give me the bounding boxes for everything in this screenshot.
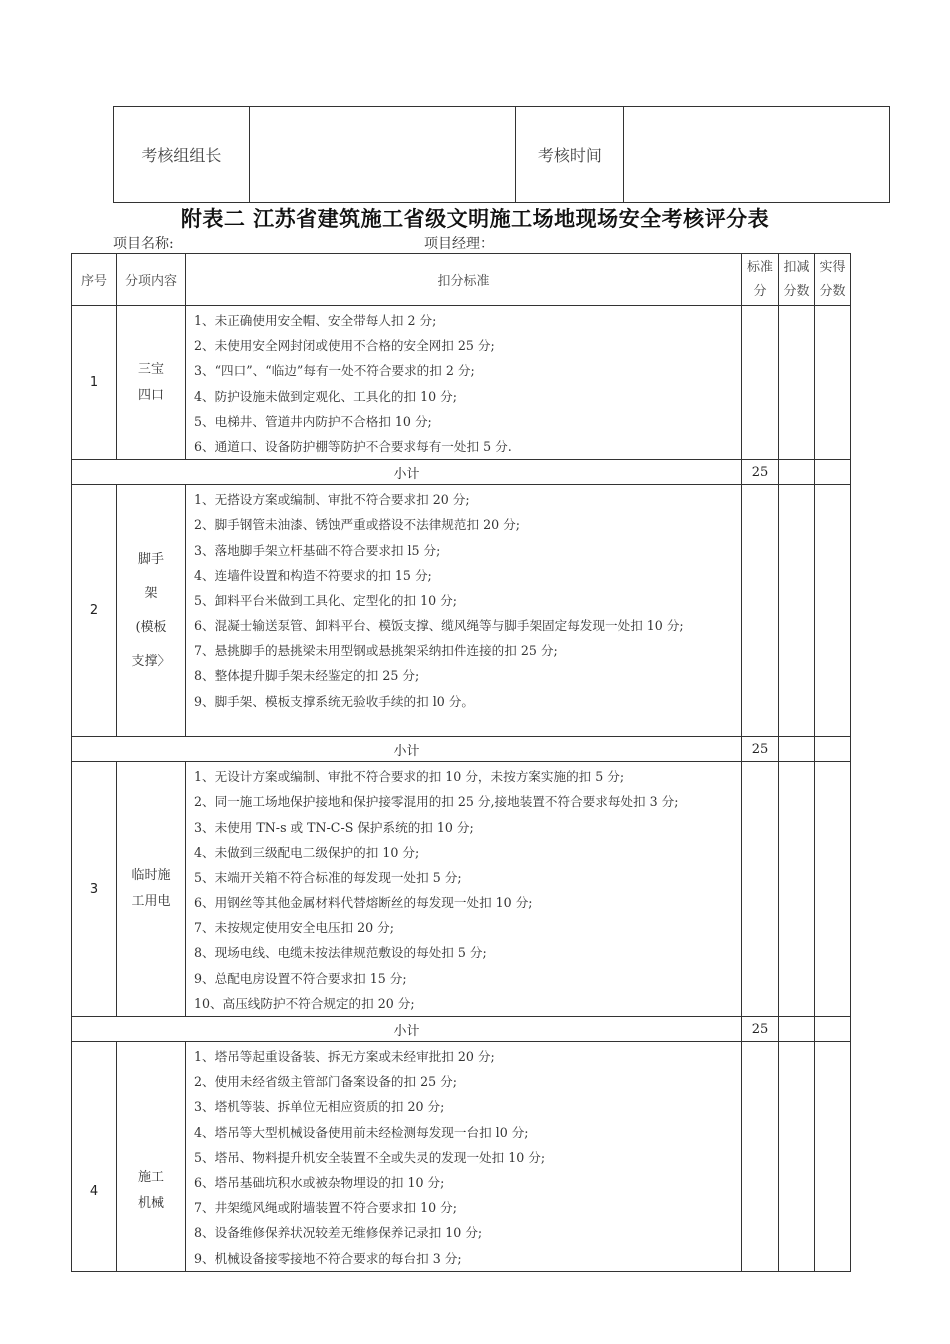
category-line: 工用电 [131, 894, 171, 910]
header-standard [742, 254, 779, 306]
time-label: 考核时间 [516, 107, 624, 203]
standard-score-cell [742, 306, 779, 460]
criteria-list [186, 1042, 742, 1272]
subtotal-score: 25 [742, 460, 779, 485]
section-row-1 [72, 306, 851, 460]
criteria-item: 9、脚手架、模板支撑系统无验收手续的扣 l0 分。 [194, 693, 474, 709]
criteria-item: 5、卸料平台米做到工具化、定型化的扣 10 分; [194, 592, 457, 608]
criteria-item: 6、塔吊基础坑积水或被杂物埋设的扣 10 分; [194, 1174, 445, 1190]
criteria-item: 1、塔吊等起重设备装、拆无方案或未经审批扣 20 分; [194, 1049, 495, 1064]
category-line: 三宝 [137, 361, 164, 377]
standard-score-cell [742, 762, 779, 1017]
category-line: 架 [144, 585, 158, 601]
header-standard-line1: 标准 [746, 259, 773, 275]
section-number: 3 [72, 762, 117, 1017]
header-row [72, 254, 851, 306]
header-actual-line2: 分数 [819, 283, 846, 299]
criteria-item: 6、用钢丝等其他金属材料代替熔断丝的每发现一处扣 10 分; [194, 895, 533, 911]
section-row-2 [72, 485, 851, 737]
criteria-item: 9、机械设备接零接地不符合要求的每台扣 3 分; [194, 1250, 462, 1266]
criteria-item: 4、未做到三级配电二级保护的扣 10 分; [194, 844, 420, 860]
project-name-label: 项目名称: [113, 236, 174, 252]
category-line: 脚手 [137, 551, 164, 567]
criteria-item: 3、塔机等装、拆单位无相应资质的扣 20 分; [194, 1099, 445, 1115]
header-standard-line2: 分 [753, 283, 767, 299]
criteria-item: 7、悬挑脚手的悬挑梁未用型钢或悬挑架采纳扣件连接的扣 25 分; [194, 643, 558, 659]
subtotal-label: 小计 [72, 737, 742, 762]
criteria-item: 2、未使用安全网封闭或使用不合格的安全网扣 25 分; [194, 338, 495, 354]
criteria-item: 8、现场电线、电缆未按法律规范敷设的每处扣 5 分; [194, 945, 487, 961]
subtotal-score: 25 [742, 1017, 779, 1042]
form-title: 附表二 江苏省建筑施工省级文明施工场地现场安全考核评分表 [180, 206, 770, 231]
leader-value-field[interactable] [249, 107, 516, 203]
criteria-item: 1、无设计方案或编制、审批不符合要求的扣 10 分，未按方案实施的扣 5 分; [194, 769, 625, 785]
subtotal-actual-cell[interactable] [815, 1017, 851, 1042]
subtotal-deduct-cell[interactable] [779, 737, 815, 762]
criteria-item: 6、通道口、设备防护棚等防护不合要求每有一处扣 5 分. [194, 438, 512, 454]
deduct-score-cell[interactable] [779, 485, 815, 737]
subtotal-deduct-cell[interactable] [779, 1017, 815, 1042]
criteria-item: 9、总配电房设置不符合要求扣 15 分; [194, 970, 407, 986]
section-number: 4 [72, 1042, 117, 1272]
header-deduct [779, 254, 815, 306]
header-deduct-line2: 分数 [783, 283, 810, 299]
actual-score-cell[interactable] [815, 485, 851, 737]
criteria-item: 7、未按规定使用安全电压扣 20 分; [194, 920, 395, 936]
category-line: 支撑〉 [131, 653, 171, 669]
subtotal-row-2 [72, 737, 851, 762]
header-criteria: 扣分标准 [186, 254, 742, 306]
criteria-item: 2、使用未经省级主管部门备案设备的扣 25 分; [194, 1074, 457, 1090]
subtotal-label: 小计 [72, 1017, 742, 1042]
section-row-3 [72, 762, 851, 1017]
section-category [117, 485, 186, 737]
criteria-item: 7、井架缆风绳或附墙装置不符合要求扣 10 分; [194, 1200, 457, 1216]
criteria-item: 4、防护设施未做到定观化、工具化的扣 10 分; [194, 388, 457, 404]
category-line: 临时施 [131, 868, 171, 884]
subtotal-label: 小计 [72, 460, 742, 485]
scoring-table [71, 253, 851, 1272]
criteria-item: 3、“四口”、“临边”每有一处不符合要求的扣 2 分; [194, 363, 475, 379]
criteria-item: 3、落地脚手架立杆基础不符合要求扣 l5 分; [194, 542, 441, 558]
criteria-item: 8、整体提升脚手架未经鉴定的扣 25 分; [194, 668, 420, 684]
section-row-4 [72, 1042, 851, 1272]
criteria-item: 10、高压线防护不符合规定的扣 20 分; [194, 995, 415, 1011]
header-actual [815, 254, 851, 306]
criteria-list [186, 762, 742, 1017]
criteria-list [186, 485, 742, 737]
criteria-item: 4、塔吊等大型机械设备使用前未经检测每发现一台扣 l0 分; [194, 1124, 529, 1140]
deduct-score-cell[interactable] [779, 762, 815, 1017]
header-category: 分项内容 [117, 254, 186, 306]
criteria-item: 1、未正确使用安全帽、安全带每人扣 2 分; [194, 313, 437, 328]
deduct-score-cell[interactable] [779, 1042, 815, 1272]
subtotal-row-1 [72, 460, 851, 485]
section-category [117, 762, 186, 1017]
time-value-field[interactable] [624, 107, 890, 203]
section-category [117, 306, 186, 460]
section-category [117, 1042, 186, 1272]
criteria-item: 5、末端开关箱不符合标准的每发现一处扣 5 分; [194, 869, 462, 885]
category-line: (模板 [135, 619, 167, 635]
project-manager-label: 项目经理： [424, 236, 494, 252]
deduct-score-cell[interactable] [779, 306, 815, 460]
category-line: 四口 [137, 387, 164, 403]
section-number: 2 [72, 485, 117, 737]
actual-score-cell[interactable] [815, 306, 851, 460]
header-deduct-line1: 扣减 [783, 259, 810, 275]
reviewer-table [113, 106, 890, 203]
criteria-item: 5、塔吊、物料提升机安全装置不全或失灵的发现一处扣 10 分; [194, 1149, 546, 1165]
standard-score-cell [742, 485, 779, 737]
criteria-item: 1、无搭设方案或编制、审批不符合要求扣 20 分; [194, 492, 470, 508]
leader-label: 考核组组长 [114, 107, 250, 203]
criteria-item: 2、脚手钢管未油漆、锈蚀严重或搭设不法律规范扣 20 分; [194, 517, 520, 533]
actual-score-cell[interactable] [815, 762, 851, 1017]
criteria-item: 3、未使用 TN-s 或 TN-C-S 保护系统的扣 10 分; [194, 819, 474, 835]
header-actual-line1: 实得 [819, 259, 846, 275]
section-number: 1 [72, 306, 117, 460]
actual-score-cell[interactable] [815, 1042, 851, 1272]
criteria-item: 6、混凝士输送泵管、卸料平台、模饭支撑、缆风绳等与脚手架固定每发现一处扣 10 分; [194, 618, 684, 634]
criteria-item: 5、电梯井、管道井内防护不合格扣 10 分; [194, 413, 432, 429]
subtotal-score: 25 [742, 737, 779, 762]
subtotal-deduct-cell[interactable] [779, 460, 815, 485]
category-line: 施工 [137, 1170, 164, 1186]
subtotal-row-3 [72, 1017, 851, 1042]
subtotal-actual-cell[interactable] [815, 737, 851, 762]
criteria-item: 4、连墙件设置和构造不符要求的扣 15 分; [194, 567, 432, 583]
criteria-item: 8、设备维修保养状况较差无维修保养记录扣 10 分; [194, 1225, 483, 1241]
header-seq: 序号 [72, 254, 117, 306]
criteria-item: 2、同一施工场地保护接地和保护接零混用的扣 25 分,接地装置不符合要求每处扣 3 分; [194, 794, 679, 810]
standard-score-cell [742, 1042, 779, 1272]
subtotal-actual-cell[interactable] [815, 460, 851, 485]
category-line: 机械 [137, 1196, 164, 1212]
criteria-list [186, 306, 742, 460]
